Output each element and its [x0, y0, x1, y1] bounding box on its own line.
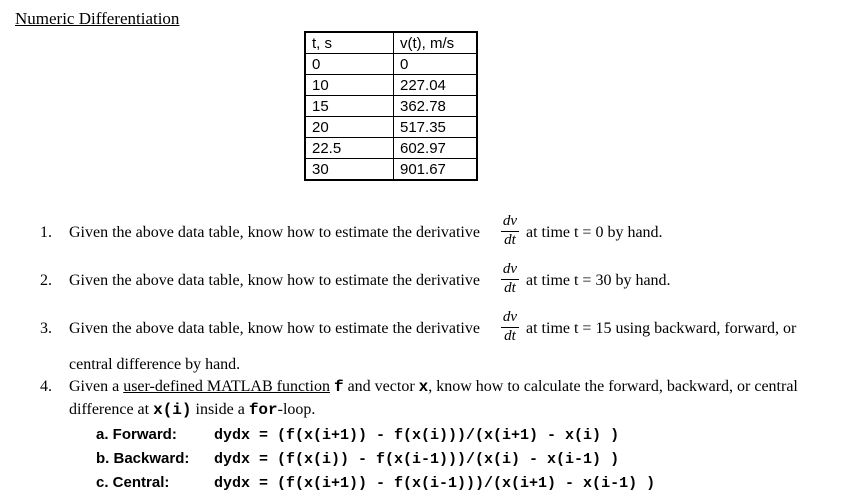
matlab-function-link[interactable]: user-defined MATLAB function: [123, 378, 330, 395]
question-text: -loop.: [277, 401, 316, 418]
question-text: inside a: [191, 401, 249, 418]
table-cell: 602.97: [394, 138, 478, 159]
table-row: [305, 117, 477, 138]
table-cell: 517.35: [394, 117, 478, 138]
table-cell: 0: [394, 54, 478, 75]
table-row: [305, 75, 477, 96]
question-text: , know how to calculate the forward, backward, or central: [428, 378, 798, 395]
fraction-numerator: dv: [502, 309, 518, 325]
table-cell: 0: [305, 54, 394, 75]
table-cell: 20: [305, 117, 394, 138]
question-2: [40, 272, 480, 290]
question-4: [40, 378, 798, 396]
derivative-fraction: [499, 261, 521, 296]
code-x: x: [418, 378, 429, 396]
page-title: Numeric Differentiation: [15, 9, 180, 28]
table-cell: 30: [305, 159, 394, 181]
derivative-fraction: [499, 213, 521, 248]
table-cell: 10: [305, 75, 394, 96]
question-number: 1.: [40, 224, 52, 241]
table-row: [305, 96, 477, 117]
code-f: f: [333, 378, 344, 396]
code-label: b. Backward:: [96, 450, 190, 467]
question-text: Given the above data table, know how to estimate the derivative: [69, 272, 480, 289]
question-text: Given a: [69, 378, 124, 395]
table-header-time: t, s: [305, 32, 394, 54]
table-row: [305, 159, 477, 181]
table-row: [305, 138, 477, 159]
code-xi: x(i): [153, 401, 192, 419]
question-3: [40, 320, 480, 338]
code-for: for: [248, 401, 278, 419]
question-1-suffix: at time t = 0 by hand.: [526, 224, 663, 241]
question-number: 3.: [40, 320, 52, 337]
fraction-denominator: dt: [504, 280, 516, 296]
table-header-row: [305, 32, 477, 54]
fraction-numerator: dv: [502, 213, 518, 229]
table-row: [305, 54, 477, 75]
data-table: [304, 31, 478, 181]
derivative-fraction: [499, 309, 521, 344]
question-3-suffix: at time t = 15 using backward, forward, or: [526, 320, 797, 337]
table-cell: 362.78: [394, 96, 478, 117]
table-cell: 22.5: [305, 138, 394, 159]
code-expression: dydx = (f(x(i)) - f(x(i-1)))/(x(i) - x(i-1) ): [214, 451, 620, 468]
code-backward: [96, 450, 619, 468]
code-forward: [96, 426, 619, 444]
table-cell: 227.04: [394, 75, 478, 96]
code-expression: dydx = (f(x(i+1)) - f(x(i-1)))/(x(i+1) - x(i-1) ): [214, 475, 656, 492]
code-label: a. Forward:: [96, 426, 177, 443]
code-central: [96, 474, 655, 492]
question-3-continuation: central difference by hand.: [69, 356, 241, 373]
question-4-line-2: [69, 401, 315, 419]
code-expression: dydx = (f(x(i+1)) - f(x(i)))/(x(i+1) - x(i) ): [214, 427, 620, 444]
code-label: c. Central:: [96, 474, 170, 491]
table-cell: 15: [305, 96, 394, 117]
question-number: 2.: [40, 272, 52, 289]
question-text: difference at: [69, 401, 154, 418]
table-cell: 901.67: [394, 159, 478, 181]
question-text: Given the above data table, know how to estimate the derivative: [69, 224, 480, 241]
question-text: Given the above data table, know how to estimate the derivative: [69, 320, 480, 337]
table-header-velocity: v(t), m/s: [394, 32, 478, 54]
question-1: [40, 224, 480, 242]
question-number: 4.: [40, 378, 52, 395]
fraction-numerator: dv: [502, 261, 518, 277]
question-text: and vector: [343, 378, 419, 395]
question-2-suffix: at time t = 30 by hand.: [526, 272, 671, 289]
fraction-denominator: dt: [504, 328, 516, 344]
fraction-denominator: dt: [504, 232, 516, 248]
